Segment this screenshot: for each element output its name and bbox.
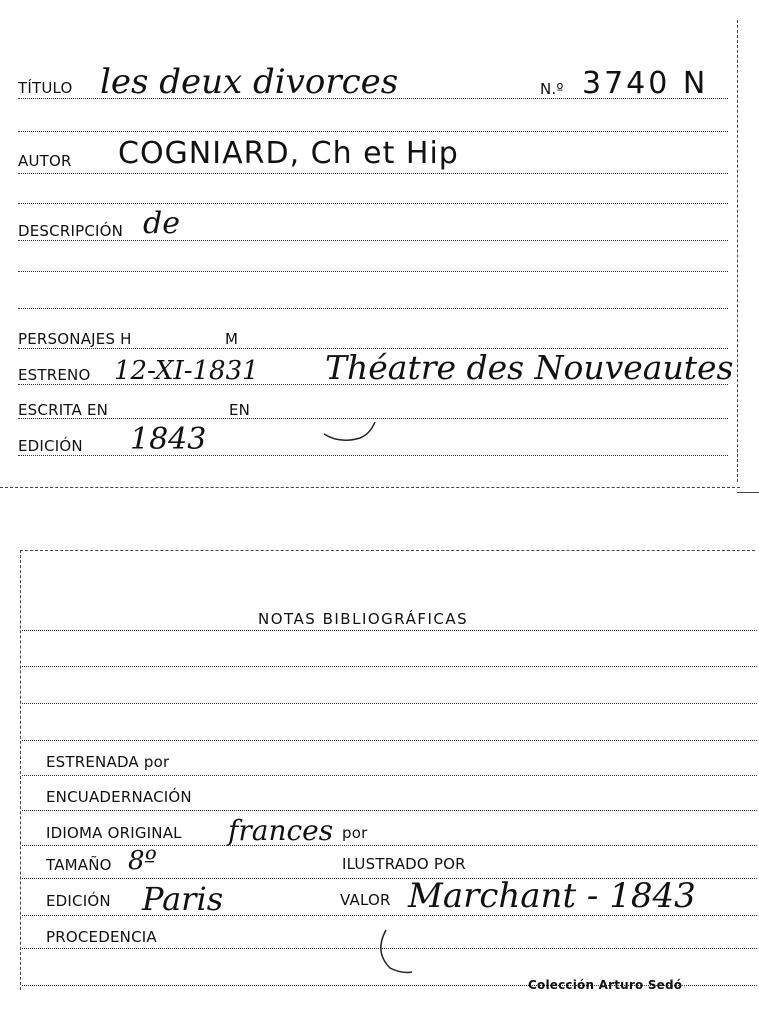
pencil-mark bbox=[320, 418, 380, 448]
edicion-label: EDICIÓN bbox=[18, 437, 83, 455]
valor-label: VALOR bbox=[340, 891, 391, 909]
tamano-label: TAMAÑO bbox=[46, 856, 112, 874]
encuadernacion-line bbox=[22, 810, 757, 811]
descripcion-value: de bbox=[143, 206, 180, 241]
notas-heading: NOTAS BIBLIOGRÁFICAS bbox=[258, 610, 469, 628]
titulo-line bbox=[18, 98, 728, 99]
edicion-line bbox=[18, 455, 728, 456]
edicion-value: Paris bbox=[142, 880, 224, 918]
titulo-label: TÍTULO bbox=[18, 79, 73, 97]
edicion-value: 1843 bbox=[130, 422, 207, 457]
encuadernacion-label: ENCUADERNACIÓN bbox=[46, 788, 192, 806]
autor-label: AUTOR bbox=[18, 152, 72, 170]
escrita-label: ESCRITA EN bbox=[18, 401, 109, 419]
notas-line-2 bbox=[22, 666, 757, 667]
notas-line-3 bbox=[22, 703, 757, 704]
idioma-por-label: por bbox=[342, 824, 368, 842]
card-bottom-border bbox=[0, 487, 740, 488]
descripcion-line-3 bbox=[18, 308, 728, 309]
estrenada-label: ESTRENADA por bbox=[46, 753, 170, 771]
separator-line bbox=[18, 203, 728, 204]
edicion-label: EDICIÓN bbox=[46, 892, 111, 910]
ilustrado-label: ILUSTRADO POR bbox=[342, 855, 466, 873]
notas-line bbox=[22, 630, 757, 631]
estreno-date: 12-XI-1831 bbox=[114, 356, 259, 386]
tamano-value: 8º bbox=[128, 846, 157, 876]
descripcion-line-2 bbox=[18, 271, 728, 272]
edicion-line bbox=[22, 915, 757, 916]
coleccion-stamp: Colección Arturo Sedó bbox=[528, 978, 683, 992]
procedencia-label: PROCEDENCIA bbox=[46, 928, 157, 946]
estreno-label: ESTRENO bbox=[18, 366, 91, 384]
descripcion-label: DESCRIPCIÓN bbox=[18, 222, 124, 240]
estreno-line bbox=[18, 384, 728, 385]
personajes-m-label: M bbox=[225, 330, 239, 348]
descripcion-line bbox=[18, 240, 728, 241]
separator-line bbox=[18, 131, 728, 132]
autor-line bbox=[18, 173, 728, 174]
estrenada-line bbox=[22, 775, 757, 776]
estreno-place: Théatre des Nouveautes bbox=[325, 348, 734, 387]
pencil-mark bbox=[372, 926, 422, 976]
card-right-border bbox=[737, 20, 738, 482]
notas-line-4 bbox=[22, 740, 757, 741]
valor-value: Marchant - 1843 bbox=[408, 876, 696, 916]
idioma-value: frances bbox=[228, 814, 334, 847]
escrita-en-label: EN bbox=[229, 401, 251, 419]
autor-value: COGNIARD, Ch et Hip bbox=[118, 136, 459, 171]
numero-value: 3740 N bbox=[582, 66, 709, 101]
idioma-label: IDIOMA ORIGINAL bbox=[46, 824, 182, 842]
numero-label: N.º bbox=[540, 80, 564, 98]
card-top-border bbox=[20, 550, 755, 551]
titulo-value: les deux divorces bbox=[100, 62, 399, 102]
card-edge bbox=[737, 492, 759, 493]
personajes-label: PERSONAJES H bbox=[18, 330, 132, 348]
card-left-border bbox=[20, 550, 21, 990]
